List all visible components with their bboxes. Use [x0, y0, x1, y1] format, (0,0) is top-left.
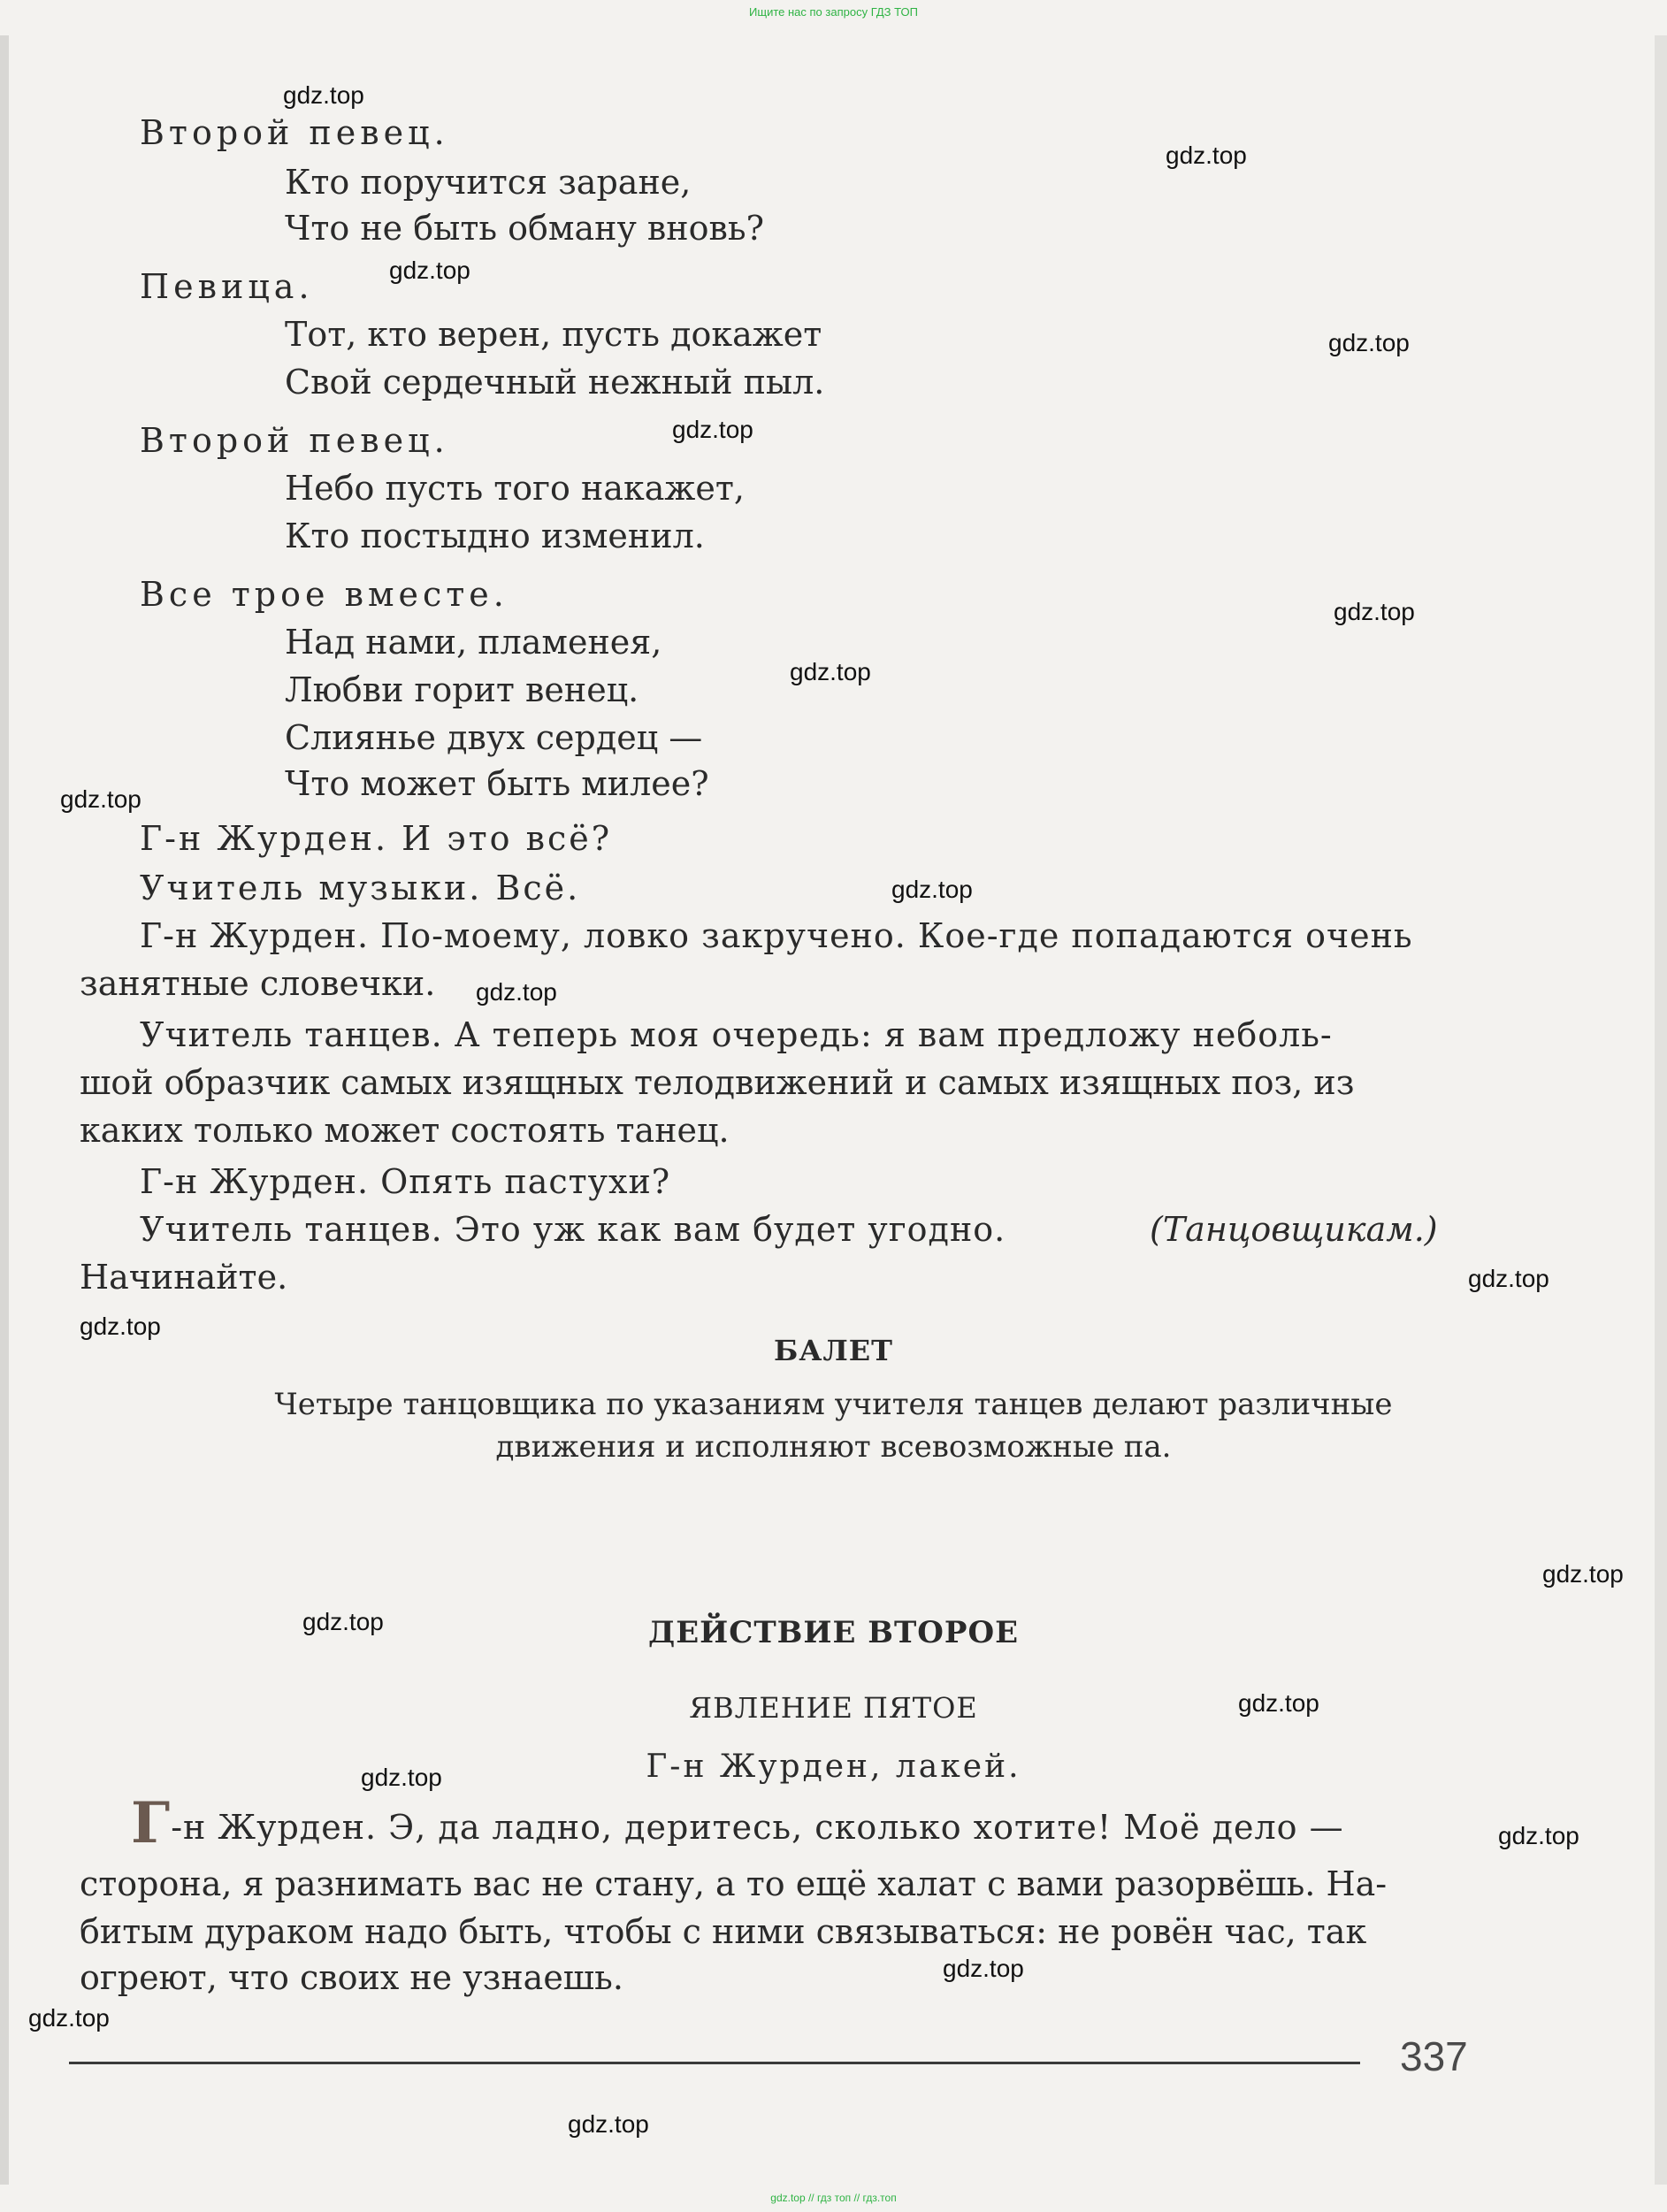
verse-line: Любви горит венец.: [285, 670, 639, 709]
dialogue-line: Г-н Журден. Опять пастухи?: [140, 1162, 671, 1201]
verse-line: Тот, кто верен, пусть докажет: [285, 315, 822, 354]
drop-cap: Г: [131, 1790, 172, 1856]
verse-line: Слиянье двух сердец —: [285, 718, 703, 757]
watermark: gdz.top: [476, 978, 557, 1006]
verse-line: Свой сердечный нежный пыл.: [285, 363, 825, 402]
watermark: gdz.top: [283, 81, 364, 109]
speaker-all-three: Все трое вместе.: [140, 575, 509, 614]
scan-right-edge: [1655, 35, 1667, 2185]
watermark: gdz.top: [1498, 1822, 1579, 1849]
dialogue-line: каких только может состоять танец.: [80, 1111, 730, 1150]
dialogue-line: Учитель танцев. Это уж как вам будет угодно.: [140, 1210, 1006, 1249]
speaker-singer: Певица.: [140, 267, 314, 306]
dialogue-line: Учитель музыки. Всё.: [140, 869, 581, 907]
ballet-heading: БАЛЕТ: [774, 1334, 893, 1367]
dialogue-line: огреют, что своих не узнаешь.: [80, 1958, 623, 1997]
stage-remark: (Танцовщикам.): [1150, 1210, 1438, 1249]
watermark: gdz.top: [60, 785, 141, 813]
dialogue-line: сторона, я разнимать вас не стану, а то ещё халат с вами разорвёшь. На-: [80, 1864, 1388, 1903]
watermark: gdz.top: [1542, 1560, 1624, 1588]
verse-line: Небо пусть того накажет,: [285, 469, 745, 508]
footer-rule: [69, 2062, 1360, 2064]
watermark: gdz.top: [943, 1955, 1024, 1982]
dialogue-line: занятные словечки.: [80, 964, 436, 1003]
watermark: gdz.top: [1334, 598, 1415, 625]
scan-left-edge: [0, 35, 9, 2185]
watermark: gdz.top: [1328, 329, 1410, 356]
watermark: gdz.top: [389, 256, 470, 284]
dialogue-text: -н Журден. Э, да ладно, деритесь, сколько хотите! Моё дело —: [171, 1808, 1344, 1847]
dialogue-line: [131, 1790, 1344, 1856]
stage-direction: движения и исполняют всевозможные па.: [495, 1429, 1172, 1465]
dialogue-line: Г-н Журден. По-моему, ловко закручено. Кое-где попадаются очень: [140, 916, 1413, 955]
stage-direction: Четыре танцовщика по указаниям учителя танцев делают различные: [274, 1387, 1393, 1422]
page-number: 337: [1400, 2033, 1468, 2079]
watermark: gdz.top: [1166, 142, 1247, 169]
dialogue-line: Учитель танцев. А теперь моя очередь: я вам предложу неболь-: [140, 1015, 1333, 1054]
verse-line: Что может быть милее?: [285, 764, 709, 803]
watermark: gdz.top: [80, 1313, 161, 1340]
top-banner[interactable]: Ищите нас по запросу ГДЗ ТОП: [749, 5, 918, 19]
verse-line: Что не быть обману вновь?: [285, 209, 764, 248]
dialogue-line: Г-н Журден. И это всё?: [140, 819, 613, 858]
act-heading: ДЕЙСТВИЕ ВТОРОЕ: [648, 1615, 1019, 1650]
verse-line: Кто постыдно изменил.: [285, 517, 705, 555]
watermark: gdz.top: [568, 2110, 649, 2138]
watermark: gdz.top: [891, 876, 973, 903]
speaker-second-singer: Второй певец.: [140, 113, 449, 152]
verse-line: Над нами, пламенея,: [285, 623, 662, 662]
watermark: gdz.top: [1238, 1689, 1319, 1717]
scene-characters: Г-н Журден, лакей.: [646, 1749, 1021, 1785]
watermark: gdz.top: [790, 658, 871, 685]
watermark: gdz.top: [1468, 1265, 1549, 1292]
watermark: gdz.top: [302, 1608, 384, 1635]
verse-line: Кто поручится заране,: [285, 163, 692, 202]
scene-heading: ЯВЛЕНИЕ ПЯТОЕ: [689, 1691, 978, 1725]
watermark: gdz.top: [672, 416, 753, 443]
dialogue-line: шой образчик самых изящных телодвижений и самых изящных поз, из: [80, 1063, 1355, 1102]
watermark: gdz.top: [361, 1764, 442, 1791]
dialogue-line: битым дураком надо быть, чтобы с ними связываться: не ровён час, так: [80, 1912, 1367, 1951]
bottom-banner[interactable]: gdz.top // гдз топ // гдз.топ: [770, 2192, 897, 2204]
dialogue-line: Начинайте.: [80, 1258, 288, 1297]
watermark: gdz.top: [28, 2004, 110, 2032]
speaker-second-singer: Второй певец.: [140, 421, 449, 460]
